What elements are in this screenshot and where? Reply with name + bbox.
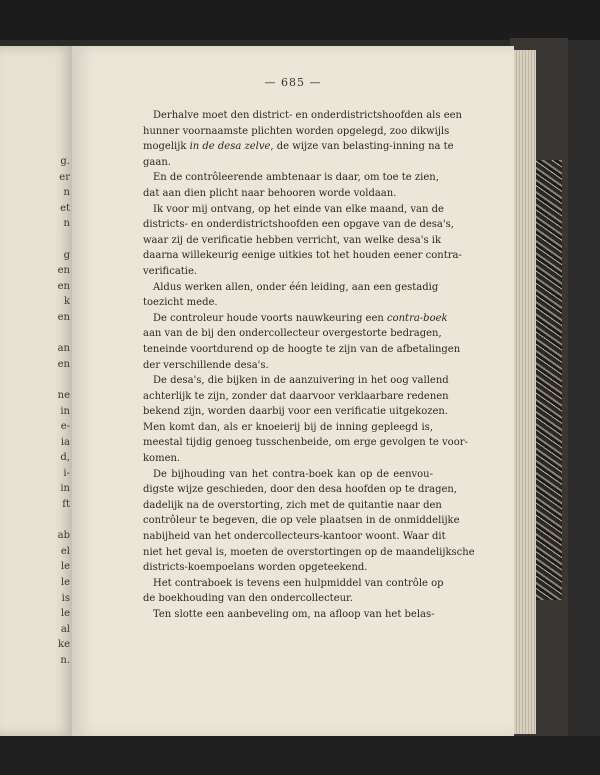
left-page-fragment: al [60,623,70,635]
text-line: districts-koempoelans worden opgeteekend. [143,562,368,574]
text-line: digste wijze geschieden, door den desa hoofden op te dragen, [143,484,458,496]
text-line: Het contraboek is tevens een hulpmiddel van contrôle op [153,577,444,589]
text-line: Aldus werken allen, onder één leiding, aan een gestadig [153,281,439,293]
left-page-fragment: g. [60,156,70,167]
text-line: contrôleur te begeven, die op vele plaatsen in de onmiddelijke [143,515,460,527]
text-line: Men komt dan, als er knoeierij bij de inning gepleegd is, [143,421,433,433]
left-page-fragment [40,326,70,342]
left-page-fragment: le [60,577,70,589]
text-line: dadelijk na de overstorting, zich met de quitantie naar den [143,499,442,511]
left-page-fragment: en [57,280,70,292]
background-bottom [0,736,600,775]
text-line: teneinde voortdurend op de hoogte te zijn van de afbetalingen [143,343,461,355]
left-page-fragment: i- [63,467,70,479]
text-line: De bijhouding van het contra-boek kan op de eenvou- [153,468,433,480]
text-line: mogelijk in de desa zelve, de wijze van belasting-inning na te [143,141,454,153]
text-line: der verschillende desa's. [143,359,269,371]
page-number: — 685 — [264,76,322,89]
text-line: aan van de bij den ondercollecteur overgestorte bedragen, [143,328,442,340]
text-line: nabijheid van het ondercollecteurs-kantoor woont. Waar dit [143,531,446,543]
text-line: De desa's, die bijken in de aanzuivering in het oog vallend [153,375,449,387]
text-line: En de contrôleerende ambtenaar is daar, om toe te zien, [153,172,439,184]
text-line: bekend zijn, worden daarbij voor een verificatie uitgekozen. [143,406,449,418]
text-line: Ten slotte een aanbeveling om, na afloop van het belas- [153,609,435,620]
marbled-cover-edge [536,160,562,600]
left-page-fragment: k [63,296,70,308]
left-page-fragment: er [59,171,70,183]
left-page-text-edge [40,154,70,669]
text-line: districts- en onderdistrictshoofden een opgave van de desa's, [143,219,454,231]
text-line: meestal tijdig genoeg tusschenbeide, om erge gevolgen te voor- [143,437,468,449]
left-page-fragment: en [57,311,70,323]
left-page-fragment: is [61,592,70,604]
left-page-fragment: el [60,545,70,557]
left-page-fragment: et [60,202,70,214]
left-page-fragment [40,232,70,248]
text-line: toezicht mede. [143,297,218,309]
text-line: komen. [143,453,181,465]
left-page-fragment: ne [57,389,70,401]
left-page-fragment: ft [62,499,70,511]
text-line: dat aan dien plicht naar behooren worde voldaan. [143,187,397,199]
page-body-text [143,108,475,623]
background-top [0,0,600,40]
left-page-fragment: e- [60,421,70,433]
left-page [0,46,74,736]
text-line: Ik voor mij ontvang, op het einde van elke maand, van de [153,203,444,215]
left-page-fragment: n [63,187,70,199]
left-page-fragment: an [57,343,70,355]
left-page-fragment [40,513,70,529]
text-line: gaan. [143,156,171,168]
left-page-fragment: le [60,561,70,573]
text-line: Derhalve moet den district- en onderdistrictshoofden als een [153,110,462,121]
text-line: waar zij de verificatie hebben verricht, van welke desa's ik [143,234,442,246]
left-page-fragment: en [57,358,70,370]
left-page-fragment: g [63,249,70,261]
left-page-fragment: n [63,218,70,230]
left-page-fragment: ab [57,530,70,542]
left-page-fragment: le [60,608,70,620]
text-line: hunner voornaamste plichten worden opgelegd, zoo dikwijls [143,125,450,137]
left-page-fragment: in [60,483,70,495]
text-line: De controleur houde voorts nauwkeuring een contra-boek [153,312,448,324]
text-line: achterlijk te zijn, zonder dat daarvoor verklaarbare redenen [143,390,449,402]
left-page-fragment: ke [58,639,70,651]
text-line: niet het geval is, moeten de overstortingen op de maandelijksche [143,546,475,558]
text-line: de boekhouding van den ondercollecteur. [143,593,353,605]
left-page-fragment: en [57,265,70,277]
text-line: daarna willekeurig eenige uitkies tot het houden eener contra- [143,250,462,262]
left-page-fragment: ia [60,436,70,448]
left-page-fragment: d, [60,452,70,464]
text-line: verificatie. [143,265,198,277]
left-page-fragment [40,372,70,388]
left-page-fragment: in [60,405,70,417]
left-page-fragment: n. [60,655,70,666]
